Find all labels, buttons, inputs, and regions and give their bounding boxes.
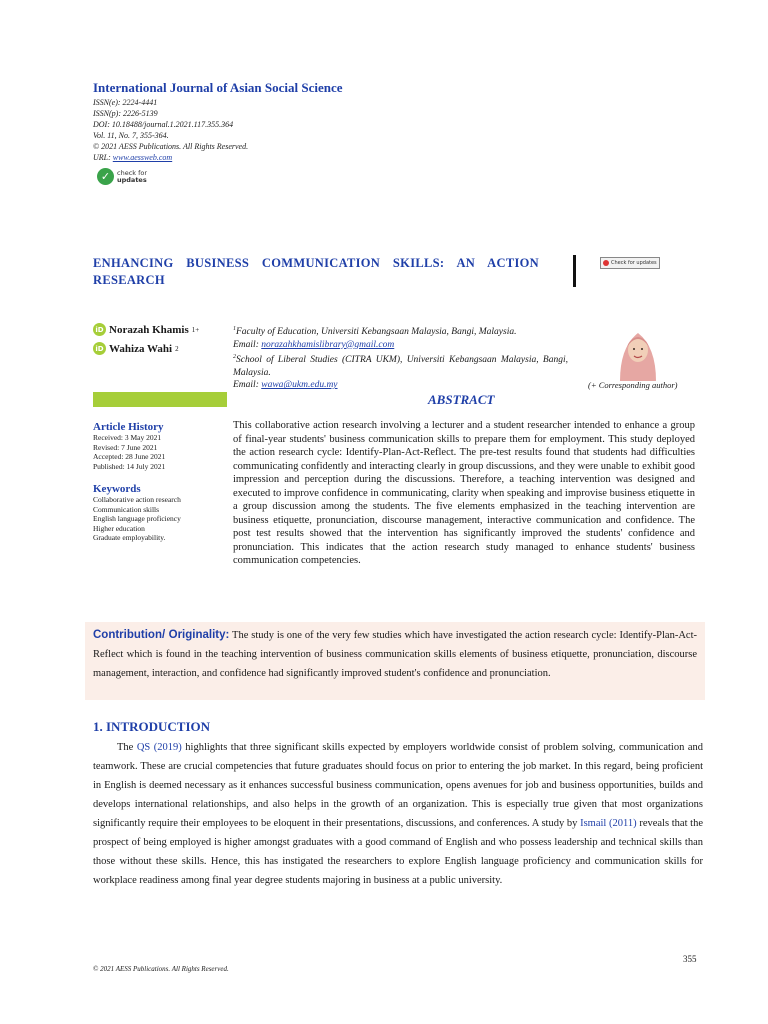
email-link-1[interactable]: norazahkhamislibrary@gmail.com: [261, 339, 395, 350]
check-badge-line2: updates: [117, 175, 147, 184]
page-number: 355: [683, 954, 697, 964]
orcid-icon[interactable]: iD: [93, 323, 106, 336]
url-line: [93, 152, 248, 163]
affiliation-2: $^2$School of Liberal Studies (CITRA UKM), Universiti Kebangsaan Malaysia, Bangi, Malaysia.: [233, 354, 568, 378]
check-badge-line1: check for: [117, 168, 148, 177]
issn-p: ISSN(p): 2226-5139: [93, 109, 158, 118]
received-date: Received: 3 May 2021: [93, 433, 162, 442]
author-2: [93, 342, 179, 355]
author-1-sup: 1+: [191, 325, 200, 334]
keyword-item: Communication skills: [93, 504, 160, 514]
affiliation-1: $^1$Faculty of Education, Universiti Kebangsaan Malaysia, Bangi, Malaysia.: [233, 326, 517, 338]
revised-date: Revised: 7 June 2021: [93, 442, 158, 452]
corresponding-author-note: (+ Corresponding author): [588, 380, 678, 390]
author-1-name: Norazah Khamis: [109, 323, 189, 336]
contribution-label: Contribution/ Originality:: [93, 629, 230, 641]
keyword-item: English language proficiency: [93, 514, 181, 523]
check-for-updates-label: Check for updates: [611, 260, 657, 266]
check-for-updates-button[interactable]: [600, 257, 660, 269]
abstract-heading: ABSTRACT: [428, 392, 495, 407]
title-divider: [573, 255, 576, 287]
author-2-name: Wahiza Wahi: [109, 342, 173, 355]
accepted-date: Accepted: 28 June 2021: [93, 452, 166, 461]
author-photo: [614, 323, 662, 381]
orcid-icon[interactable]: iD: [93, 342, 106, 355]
journal-name: International Journal of Asian Social Science: [93, 80, 343, 95]
introduction-heading: 1. INTRODUCTION: [93, 719, 211, 734]
affiliation-1-email: Email: norazahkhamislibrary@gmail.com: [233, 339, 395, 350]
contribution-box: [85, 622, 705, 700]
email-link-2[interactable]: wawa@ukm.edu.my: [261, 380, 338, 391]
journal-meta: [93, 97, 248, 163]
article-title: ENHANCING BUSINESS COMMUNICATION SKILLS: AN ACTION RESEARCH: [93, 256, 539, 287]
journal-url-link[interactable]: www.aessweb.com: [112, 153, 173, 162]
author-1: [93, 323, 199, 336]
volume: Vol. 11, No. 7, 355-364.: [93, 131, 169, 140]
check-for-updates-badge[interactable]: [97, 168, 147, 185]
keyword-item: Collaborative action research: [93, 495, 181, 504]
author-2-sup: 2: [175, 344, 179, 353]
keyword-item: Graduate employability.: [93, 533, 166, 542]
doi: DOI: 10.18488/journal.1.2021.117.355.364: [93, 120, 234, 129]
issn-e: ISSN(e): 2224-4441: [93, 98, 158, 107]
url-label: URL:: [93, 153, 111, 162]
citation-link-qs[interactable]: QS (2019): [136, 742, 182, 753]
copyright: © 2021 AESS Publications. All Rights Reserved.: [93, 142, 249, 151]
checkmark-icon: ✓: [97, 168, 114, 185]
introduction-paragraph: The QS (2019) highlights that three significant skills expected by employers worldwide consist of problem solving, communication and teamwork. These are crucial competencies that future graduates should focus on prior to entering the job market. In this regard, being proficient in English is deemed necessary as it enhances successful business communication, opens avenues for job and business opportunities, builds and develops international relationships, and also helps in the growth of an organization. This is especially true given that most organizations significantly require their employees to be eloquent in their presentations, discussions, and conferences. A study by Ismail (2011) reveals that the prospect of being employed is higher amongst graduates with a good command of English and who possess leadership and technical skills than those without these skills. Hence, this has instigated the researchers to explore English language proficiency and communication skills for workplace readiness among final year degree students majoring in business at a public university.: [93, 742, 704, 886]
sidebar-color-bar: [93, 392, 227, 407]
affiliations: [233, 323, 568, 392]
abstract-text: This collaborative action research involving a lecturer and a student researcher intended to enhance a group of final-year students' business communication skills to prepare them for employment. This study deployed the action research cycle: Identify-Plan-Act-Reflect. The pre-test results found that students had difficulties communicating confidently and interacting clearly in group discussions, and they were unable to exhibit good impression and perception during the discussions. Therefore, a teaching intervention was designed and executed to improve confidence in communicating, clarity when speaking and improvise business etiquette in a group discussion among the students. The five elements emphasized in the teaching intervention are business etiquette, pronunciation, discourse management, interactive communication and confidence. The post test results showed that the intervention has significantly improved the students' confidence and pronunciation. This indicates that the action research study managed to enhance students' business communication competencies.: [233, 420, 695, 566]
citation-link-ismail[interactable]: Ismail (2011): [580, 818, 637, 829]
affiliation-2-email: Email: wawa@ukm.edu.my: [233, 380, 338, 391]
published-date: Published: 14 July 2021: [93, 461, 166, 471]
article-sidebar: [93, 421, 228, 543]
update-icon: [603, 260, 609, 266]
keyword-item: Higher education: [93, 523, 145, 533]
keywords-heading: Keywords: [93, 483, 141, 495]
article-history-heading: Article History: [93, 421, 164, 433]
page-footer: © 2021 AESS Publications. All Rights Reserved.: [93, 965, 229, 973]
contribution-text: The study is one of the very few studies which have investigated the action research cycle: Identify-Plan-Act-Reflect which is found in the teaching intervention of business communication skills elements of business etiquette, pronunciation, discourse management, interaction, and confidence had significantly improved student's confidence and pronunciation.: [93, 630, 697, 679]
